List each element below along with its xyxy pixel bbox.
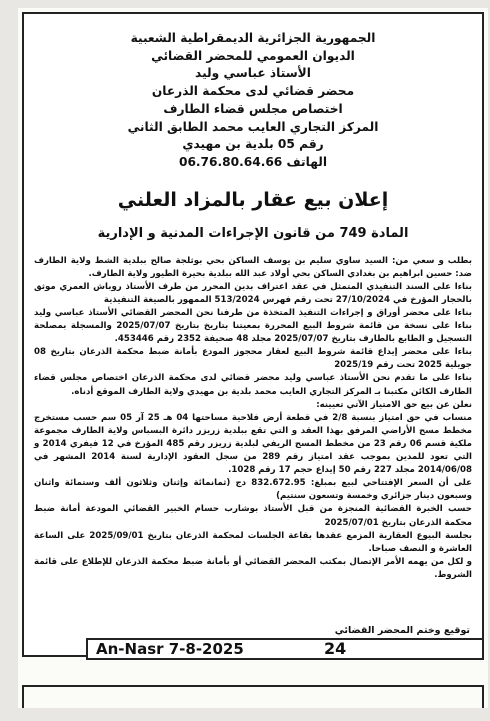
header-line-municipality: رقم 05 بلدية بن مهيدي (182, 137, 324, 152)
body-paragraph: منساب في حق امتياز بنسبة 2/8 في قطعة أرض فلاحية مساحتها 04 هـ 25 آر 05 سم حسب مستخرج مخطط مسح الأراضي المرفق بهذا العقد و التي تقع ببلدية زريزر دائرة البسباس ولاية الطارف مجموعة ملكية قسم 06 رقم 23 من مخطط المسح الريفي لبلدية زريزر رقم 485 المؤرخ في 12 فيفري 2014 و التي تعود للمدين بموجب عقد امتياز رقم 289 من سجل العقود الإدارية لسنة 2014 المشهر في 2014/06/08 مجلد 227 رقم 50 إيداع حجم 17 رقم 1028. (34, 412, 473, 476)
body-paragraph: بناءا على محضر أوراق و إجراءات التنفيذ المتخذة من طرفنا نحن المحضر القضائي الأستاذ عباسي وليد بناءا على نسخة من قائمة شروط البيع المحررة بمعيتنا بتاريخ بتاريخ 2025/07/07 والمسجلة بمصلحة التسجيل و الطابع بالطارف بتاريخ 2025/07/07 مجلد 48 صحيفة 2352 رقم 453446. (34, 308, 472, 345)
page-number: 24 (324, 639, 347, 658)
header-line-phone: الهاتف 06.76.80.64.66 (178, 154, 328, 169)
notice-title: إعلان بيع عقار بالمزاد العلني (117, 188, 389, 211)
next-notice-border (22, 685, 484, 708)
body-paragraph: بناءا على السند التنفيذي المتمثل في عقد اعتراف بدين المحرر من طرف الأستاذ روباش العمري موثق بالحجار المؤرخ في 27/10/2024 تحت رقم فهرس 513/2024 الممهور بالصيغة التنفيذية (34, 281, 472, 305)
body-paragraph: حسب الخبرة القضائية المنجزة من قبل الأستاذ بوشارب حسام الخبير القضائي المودعة أمانة ضبط محكمة الذرعان بتاريخ 2025/07/01 (34, 504, 472, 528)
notice-subtitle: المادة 749 من قانون الإجراءات المدنية و الإدارية (97, 225, 409, 241)
header-line-office: الديوان العمومي للمحضر القضائي (151, 48, 355, 63)
notice-body (24, 243, 482, 582)
body-paragraph: نعلن عن بيع حق الامتياز الآتي تعيينه: (316, 399, 472, 410)
header-line-address: المركز التجاري العايب محمد الطابق الثاني (127, 119, 379, 134)
header-line-republic: الجمهورية الجزائرية الديمقراطية الشعبية (130, 31, 376, 45)
newspaper-date: An-Nasr 7-8-2025 (96, 640, 244, 658)
notice-frame (22, 12, 484, 657)
notice-header (24, 14, 482, 172)
body-paragraph: بجلسة البيوع العقارية المزمع عقدها بقاعة الجلسات لمحكمة الذرعان بتاريخ 2025/09/01 على الساعة العاشرة و النصف صباحا. (34, 530, 472, 554)
page-footer (86, 638, 484, 660)
body-paragraph: بناءا على محضر إيداع قائمة شروط البيع لعقار محجوز المودع بأمانة ضبط محكمة الذرعان بتاريخ 08 جويلية 2025 تحت رقم 2025/19 (34, 347, 472, 371)
newspaper-page (18, 8, 488, 708)
body-paragraph: بطلب و سعي من: السيد ساوي سليم بن يوسف الساكن بحي بوثلجة صالح ببلدية الشط ولاية الطارف ضد: حسين ابراهيم بن بغدادي الساكن بحي أولاد عبد الله ببلدية بحيرة الطيور ولاية الطارف. (34, 255, 472, 279)
header-line-jurisdiction: اختصاص مجلس قضاء الطارف (163, 101, 343, 116)
body-paragraph: على أن السعر الإفتتاحي لبيع بمبلغ: 832.672.95 دج (ثمانمائة وإثنان وثلاثون ألف وستمائة واثنان وسبعون دينار جزائري وخمسة وتسعون سنتيم) (34, 478, 472, 502)
body-paragraph: و لكل من يهمه الأمر الإتصال بمكتب المحضر القضائي أو بأمانة ضبط محكمة الذرعان للإطلاع على قائمة الشروط. (34, 556, 472, 580)
header-line-court: محضر قضائي لدى محكمة الذرعان (151, 84, 355, 99)
body-paragraph: بناءا على ما تقدم نحن الأستاذ عباسي وليد محضر قضائي لدى محكمة الذرعان اختصاص مجلس قضاء الطارف الكائن مكتبنا بـ المركز التجاري العايب محمد بلدية بن مهيدي ولاية الطارف الموقع أدناه. (34, 373, 472, 397)
signature-label: توقيع وختم المحضر القضائي (334, 625, 470, 636)
header-line-bailiff-name: الأستاذ عباسي وليد (195, 66, 311, 81)
